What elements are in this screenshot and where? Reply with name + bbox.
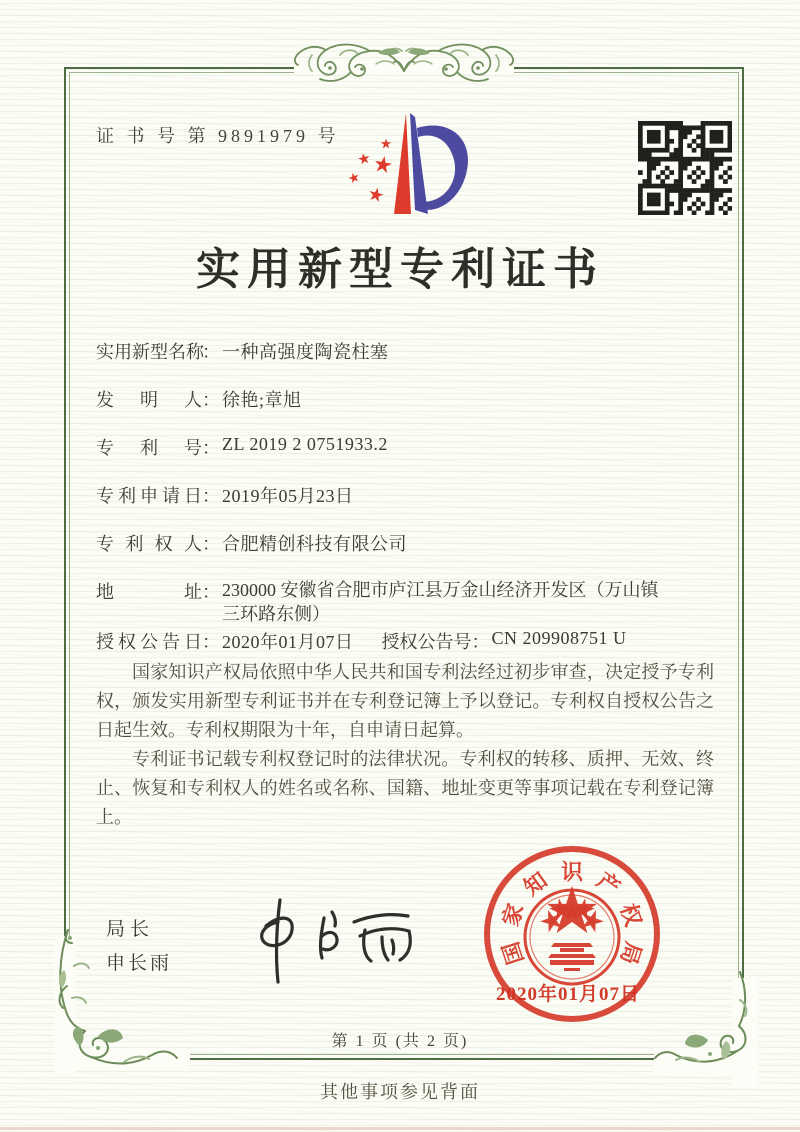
field-row-patent-number	[96, 434, 736, 460]
seal-char: 国	[497, 938, 529, 968]
certificate-number: 证 书 号 第 9891979 号	[96, 126, 340, 146]
legal-paragraph-1: 国家知识产权局依照中华人民共和国专利法经过初步审查，决定授予专利权，颁发实用新型专利证书并在专利登记簿上予以登记。专利权自授权公告之日起生效。专利权期限为十年，自申请日起算。	[96, 662, 714, 740]
seal-char: 产	[592, 867, 625, 901]
logo-red-wedge	[394, 113, 411, 214]
scan-edge-shadow	[0, 1127, 800, 1130]
field-colon: ：	[202, 534, 220, 554]
field-colon: ：	[202, 582, 220, 602]
legal-paragraph-2: 专利证书记载专利权登记时的法律状况。专利权的转移、质押、无效、终止、恢复和专利权人的姓名或名称、国籍、地址变更等事项记载在专利登记簿上。	[96, 749, 714, 827]
field-colon: ：	[202, 390, 220, 410]
field-label: 专利申请日	[96, 486, 202, 506]
field-row-filing-date	[96, 482, 736, 508]
seal-char: 识	[560, 859, 584, 885]
field-value-multiline	[222, 578, 712, 626]
national-emblem-icon	[520, 885, 624, 989]
logo-blue-p	[410, 113, 468, 214]
commissioner-name: 申长雨	[106, 953, 173, 974]
certificate-title: 实用新型专利证书	[196, 245, 604, 294]
seal-char: 知	[519, 867, 552, 901]
field-label: 地址	[96, 582, 202, 602]
field-label: 专利权人	[96, 534, 202, 554]
field-label: 实用新型名称	[96, 342, 204, 362]
grant-date-value: 2020年01月07日	[222, 632, 354, 652]
field-row-grant	[96, 628, 736, 654]
page-number: 第 1 页 (共 2 页)	[331, 1033, 469, 1050]
field-row-utility-model-name	[96, 338, 736, 364]
address-line-2: 三环路东侧）	[222, 604, 330, 624]
field-value: 2019年05月23日	[222, 486, 354, 506]
commissioner-title: 局长	[106, 919, 155, 940]
seal-char: 局	[615, 938, 647, 968]
grant-number-value: CN 209908751 U	[491, 628, 627, 648]
field-colon: ：	[202, 486, 220, 506]
field-colon: ：	[471, 632, 490, 652]
field-label: 授权公告日	[96, 632, 202, 652]
field-value: 一种高强度陶瓷柱塞	[222, 342, 389, 362]
qr-code	[638, 121, 732, 215]
address-line-1: 230000 安徽省合肥市庐江县万金山经济开发区（万山镇	[222, 580, 659, 600]
grant-number-label: 授权公告号	[381, 632, 472, 652]
seal-date: 2020年01月07日	[495, 984, 640, 1005]
field-colon: ：	[202, 438, 220, 458]
legal-text-block	[96, 658, 714, 832]
field-colon: ：	[202, 342, 220, 362]
seal-char: 家	[497, 900, 529, 930]
field-label: 发明人	[96, 390, 202, 410]
top-scrollwork-ornament	[290, 40, 518, 92]
cnipa-logo	[333, 108, 483, 230]
field-colon: ：	[202, 632, 220, 652]
field-value: 徐艳;章旭	[222, 390, 302, 410]
field-label: 专利号	[96, 438, 202, 458]
back-side-note: 其他事项参见背面	[320, 1082, 480, 1102]
field-row-address	[96, 578, 736, 626]
field-value: 合肥精创科技有限公司	[222, 534, 407, 554]
field-value: ZL 2019 2 0751933.2	[222, 434, 388, 454]
commissioner-signature	[232, 892, 422, 984]
field-row-patentee	[96, 530, 736, 556]
field-row-inventors	[96, 386, 736, 412]
seal-char: 权	[615, 900, 647, 930]
